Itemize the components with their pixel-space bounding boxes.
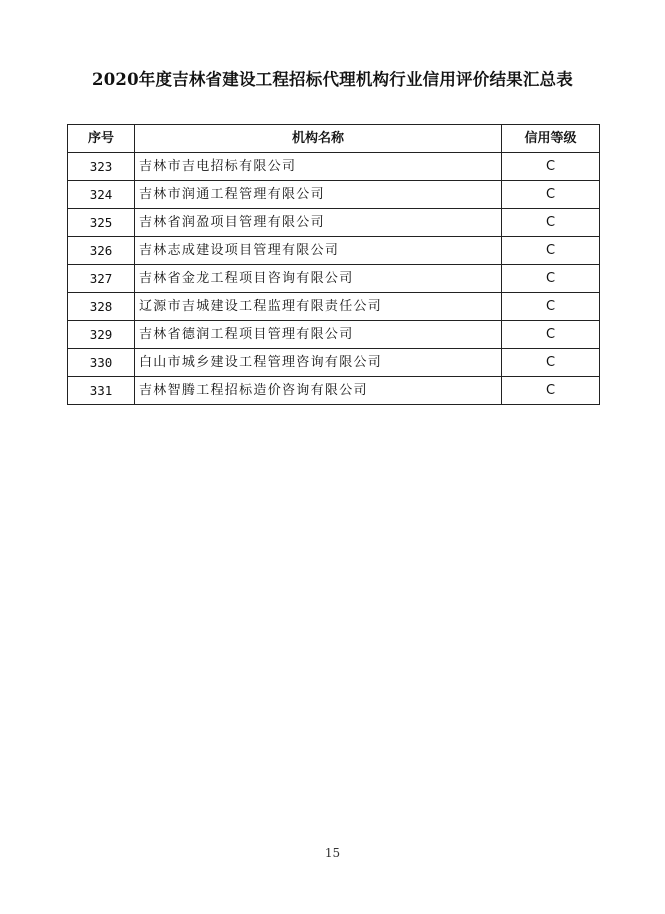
row-credit-grade: C — [502, 321, 600, 349]
row-serial-number: 326 — [68, 237, 135, 265]
row-credit-grade: C — [502, 265, 600, 293]
page-number: 15 — [324, 846, 341, 860]
row-organization-name: 辽源市吉城建设工程监理有限责任公司 — [135, 293, 502, 321]
row-serial-number: 329 — [68, 321, 135, 349]
row-organization-name: 吉林省德润工程项目管理有限公司 — [135, 321, 502, 349]
row-organization-name: 吉林市吉电招标有限公司 — [135, 153, 502, 181]
row-credit-grade: C — [502, 293, 600, 321]
table-row — [68, 377, 600, 405]
row-organization-name: 吉林智腾工程招标造价咨询有限公司 — [135, 377, 502, 405]
row-serial-number: 325 — [68, 209, 135, 237]
row-credit-grade: C — [502, 237, 600, 265]
table-header-row — [68, 125, 600, 153]
credit-rating-table — [67, 124, 600, 405]
document-title: 2020年度吉林省建设工程招标代理机构行业信用评价结果汇总表 — [92, 70, 573, 89]
row-credit-grade: C — [502, 377, 600, 405]
row-organization-name: 吉林省金龙工程项目咨询有限公司 — [135, 265, 502, 293]
row-serial-number: 323 — [68, 153, 135, 181]
row-serial-number: 328 — [68, 293, 135, 321]
header-organization-name: 机构名称 — [135, 125, 502, 153]
table-row — [68, 321, 600, 349]
row-serial-number: 330 — [68, 349, 135, 377]
row-credit-grade: C — [502, 153, 600, 181]
table-row — [68, 349, 600, 377]
table-row — [68, 293, 600, 321]
row-organization-name: 吉林市润通工程管理有限公司 — [135, 181, 502, 209]
row-credit-grade: C — [502, 209, 600, 237]
table-row — [68, 153, 600, 181]
row-serial-number: 327 — [68, 265, 135, 293]
table-row — [68, 237, 600, 265]
row-organization-name: 白山市城乡建设工程管理咨询有限公司 — [135, 349, 502, 377]
table-row — [68, 209, 600, 237]
row-credit-grade: C — [502, 349, 600, 377]
row-organization-name: 吉林志成建设项目管理有限公司 — [135, 237, 502, 265]
row-serial-number: 331 — [68, 377, 135, 405]
header-credit-grade: 信用等级 — [502, 125, 600, 153]
table-row — [68, 265, 600, 293]
table-row — [68, 181, 600, 209]
header-serial-number: 序号 — [68, 125, 135, 153]
row-serial-number: 324 — [68, 181, 135, 209]
row-credit-grade: C — [502, 181, 600, 209]
row-organization-name: 吉林省润盈项目管理有限公司 — [135, 209, 502, 237]
